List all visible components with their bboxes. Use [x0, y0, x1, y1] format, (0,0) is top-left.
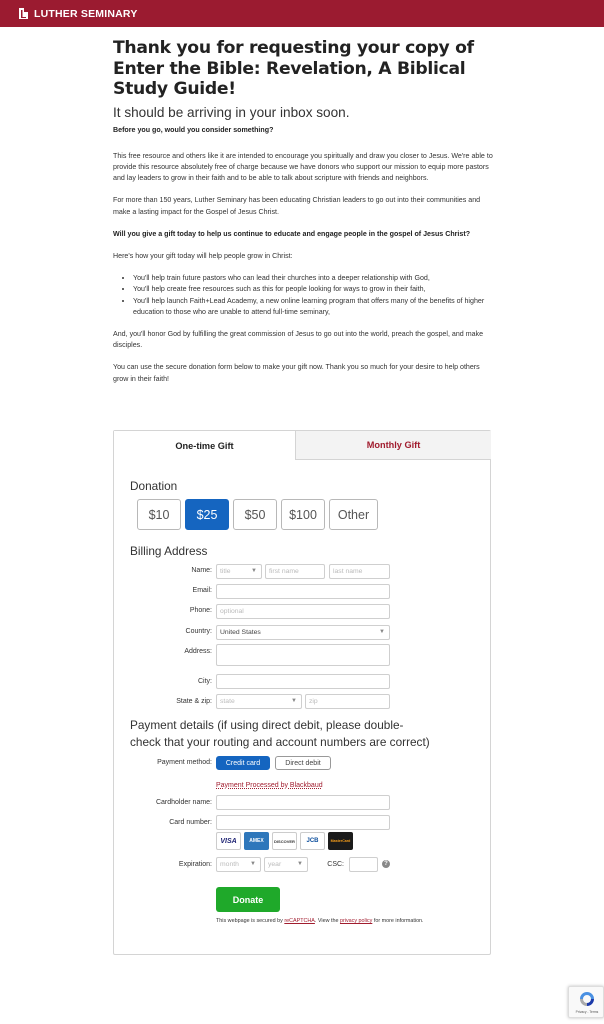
state-zip-label: State & zip: — [176, 698, 212, 705]
csc-label: CSC: — [327, 861, 344, 868]
amex-logo: AMEX — [244, 832, 269, 850]
donation-form — [113, 430, 491, 955]
card-number-input[interactable] — [216, 815, 390, 830]
recaptcha-pre-text: This webpage is secured by — [216, 918, 285, 924]
amount-50-button[interactable]: $50 — [233, 499, 277, 530]
credit-card-button[interactable]: Credit card — [216, 756, 270, 770]
gift-ask-text: Will you give a gift today to help us continue to educate and engage people in the gospel of Jesus Christ? — [113, 229, 471, 238]
email-label: Email: — [192, 587, 212, 594]
direct-debit-button[interactable]: Direct debit — [275, 756, 331, 770]
cardholder-name-input[interactable] — [216, 795, 390, 810]
csc-input[interactable] — [349, 857, 378, 872]
help-icon[interactable]: ? — [382, 860, 390, 868]
chevron-down-icon: ▼ — [250, 861, 256, 867]
seminary-logo-icon[interactable] — [18, 7, 29, 20]
main-content — [113, 38, 493, 385]
history-paragraph: For more than 150 years, Luther Seminary has been educating Christian leaders to go out into their communities and make a lasting impact for the Gospel of Jesus Christ. — [113, 196, 481, 216]
chevron-down-icon: ▼ — [251, 568, 257, 574]
amount-100-button[interactable]: $100 — [281, 499, 325, 530]
name-label: Name: — [191, 567, 212, 574]
visa-logo: VISA — [216, 832, 241, 850]
first-name-placeholder: first name — [269, 568, 299, 575]
card-number-label: Card number: — [169, 819, 212, 826]
phone-placeholder: optional — [220, 608, 244, 615]
mastercard-logo: MasterCard — [328, 832, 353, 850]
phone-label: Phone: — [189, 607, 212, 614]
recaptcha-badge[interactable] — [568, 986, 604, 1018]
recaptcha-link[interactable]: reCAPTCHA — [284, 918, 315, 924]
recaptcha-notice — [216, 918, 424, 924]
state-placeholder: state — [220, 698, 235, 705]
expiration-label: Expiration: — [178, 861, 212, 868]
address-label: Address: — [184, 648, 212, 655]
month-placeholder: month — [220, 861, 239, 868]
cardholder-label: Cardholder name: — [155, 799, 212, 806]
intro-paragraph: This free resource and others like it are intended to encourage you spiritually and draw you closer to Jesus. We're able to provide this resource absolutely free of charge because we have donors who support our mission to equip more pastors and lay leaders to grow in their faith and to be able to talk about scripture with friends and neighbors. — [113, 151, 493, 183]
last-name-placeholder: last name — [333, 568, 363, 575]
recaptcha-terms-text[interactable]: Privacy - Terms — [575, 1010, 599, 1014]
zip-input[interactable] — [305, 694, 390, 709]
recaptcha-icon — [578, 990, 596, 1008]
state-select[interactable] — [216, 694, 302, 709]
phone-input[interactable] — [216, 604, 390, 619]
logo-text[interactable]: LUTHER SEMINARY — [34, 7, 138, 20]
last-name-input[interactable] — [329, 564, 390, 579]
gift-impact-list — [133, 273, 493, 318]
title-placeholder: title — [220, 568, 231, 575]
commission-paragraph: And, you'll honor God by fulfilling the great commission of Jesus to go out into the world, preach the gospel, and make disciples. — [113, 329, 484, 350]
gift-intro-text: Here's how your gift today will help people grow in Christ: — [113, 251, 293, 260]
blackbaud-processed-link[interactable]: Payment Processed by Blackbaud — [216, 782, 323, 789]
list-item: • You'll help create free resources such as this for people looking for ways to grow in their faith, — [133, 284, 493, 295]
address-input[interactable] — [216, 644, 390, 666]
donate-button[interactable]: Donate — [216, 887, 280, 912]
list-item: • You'll help launch Faith+Lead Academy, a new online learning program that offers many of the benefits of higher education to those who are unable to attend full-time seminary, — [133, 296, 493, 318]
tab-monthly-gift[interactable]: Monthly Gift — [296, 431, 491, 460]
before-you-go-text: Before you go, would you consider something? — [113, 125, 274, 134]
chevron-down-icon: ▼ — [291, 698, 297, 704]
country-label: Country: — [185, 628, 212, 635]
donation-heading: Donation — [130, 479, 178, 493]
list-item: • You'll help train future pastors who can lead their churches into a deeper relationship with God, — [133, 273, 493, 284]
chevron-down-icon: ▼ — [297, 861, 303, 867]
billing-heading: Billing Address — [130, 544, 208, 558]
payment-heading: Payment details (if using direct debit, please double-check that your routing and account numbers are correct) — [130, 718, 430, 749]
page-subtitle: It should be arriving in your inbox soon. — [113, 104, 350, 120]
country-select[interactable] — [216, 625, 390, 640]
top-bar — [0, 0, 604, 27]
recaptcha-mid-text: . View the — [314, 918, 340, 924]
recaptcha-post-text: for more information. — [372, 918, 424, 924]
tab-one-time-gift[interactable]: One-time Gift — [114, 431, 296, 460]
city-input[interactable] — [216, 674, 390, 689]
amount-other-button[interactable]: Other — [329, 499, 378, 530]
email-input[interactable] — [216, 584, 390, 599]
donation-cta-paragraph: You can use the secure donation form below to make your gift now. Thank you so much for your desire to help others grow in their faith! — [113, 363, 480, 383]
year-placeholder: year — [268, 861, 282, 868]
country-value: United States — [220, 629, 261, 636]
privacy-policy-link[interactable]: privacy policy — [339, 918, 373, 924]
page-title: Thank you for requesting your copy of Enter the Bible: Revelation, A Biblical Study Guide! — [113, 38, 474, 99]
amount-25-button[interactable]: $25 — [185, 499, 229, 530]
chevron-down-icon: ▼ — [379, 629, 385, 635]
payment-method-label: Payment method: — [157, 759, 212, 766]
discover-logo: DISCOVER — [272, 832, 297, 850]
jcb-logo: JCB — [300, 832, 325, 850]
zip-placeholder: zip — [309, 698, 318, 705]
amount-10-button[interactable]: $10 — [137, 499, 181, 530]
title-select[interactable] — [216, 564, 262, 579]
city-label: City: — [198, 678, 212, 685]
first-name-input[interactable] — [265, 564, 325, 579]
